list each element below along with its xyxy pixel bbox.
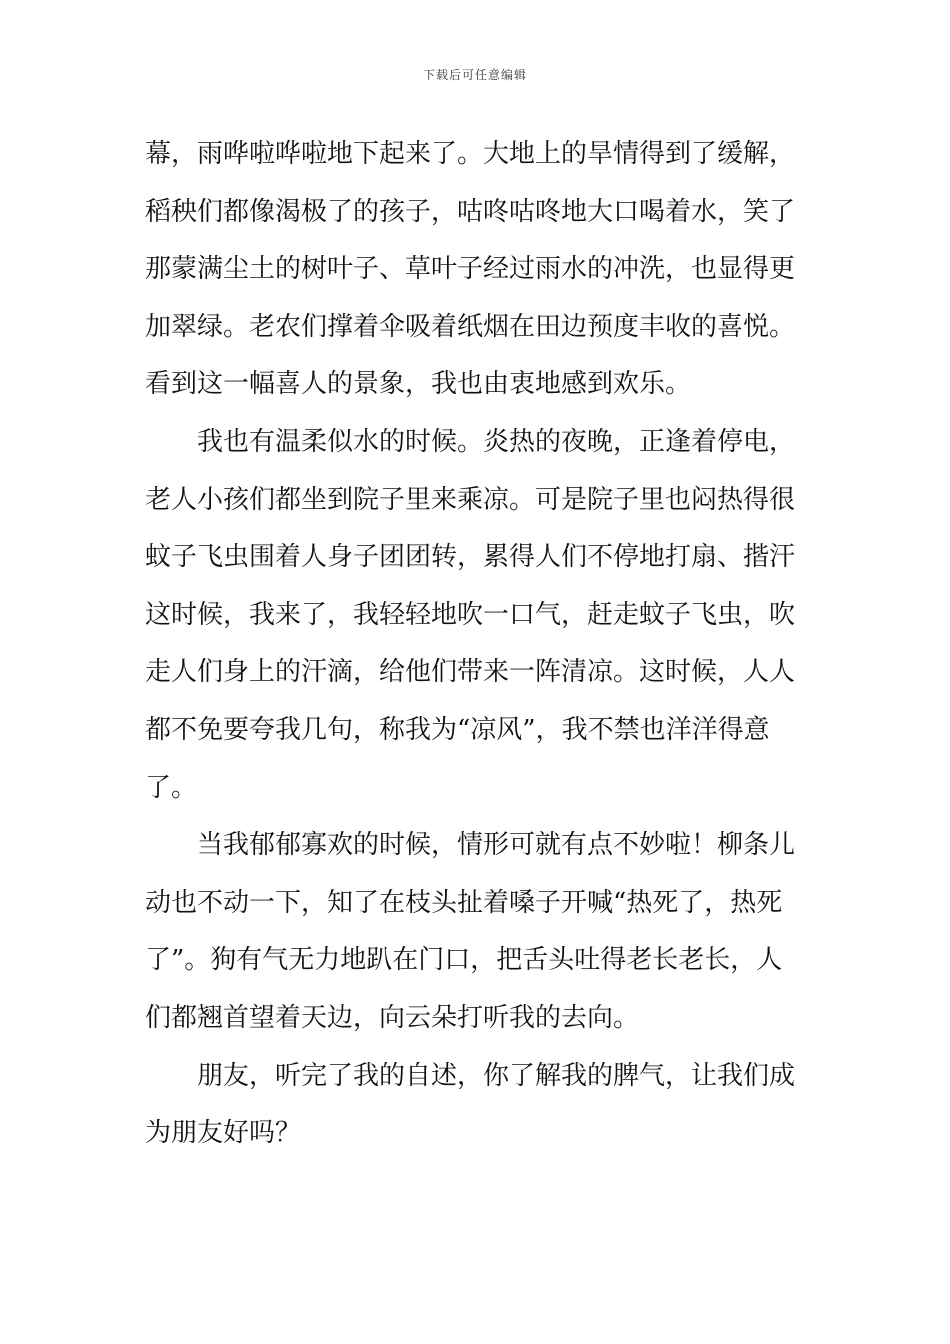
document-body bbox=[145, 126, 810, 1163]
paragraph-start-line: 朋友，听完了我的自述，你了解我的脾气，让我们成 bbox=[197, 1060, 796, 1091]
paragraph-start-line: 当我郁郁寡欢的时候，情形可就有点不妙啦！柳条儿 bbox=[197, 830, 796, 861]
text-line: 加翠绿。老农们撑着伞吸着纸烟在田边预度丰收的喜悦。 bbox=[145, 311, 796, 342]
text-line: 了。 bbox=[145, 772, 198, 803]
text-line: 稻秧们都像渴极了的孩子，咕咚咕咚地大口喝着水，笑了 bbox=[145, 196, 796, 227]
text-line: 们都翘首望着天边，向云朵打听我的去向。 bbox=[145, 1002, 640, 1033]
text-line: 都不免要夸我几句，称我为“凉风”，我不禁也洋洋得意 bbox=[145, 714, 770, 745]
paragraph-start-line: 我也有温柔似水的时候。炎热的夜晚，正逢着停电， bbox=[197, 426, 796, 457]
text-line: 为朋友好吗？ bbox=[145, 1118, 302, 1149]
page-header: 下载后可任意编辑 bbox=[422, 68, 527, 82]
text-line: 走人们身上的汗滴，给他们带来一阵清凉。这时候，人人 bbox=[145, 657, 796, 688]
text-line: 幕，雨哗啦哗啦地下起来了。大地上的旱情得到了缓解， bbox=[145, 139, 796, 169]
text-line: 蚊子飞虫围着人身子团团转，累得人们不停地打扇、揩汗 bbox=[145, 542, 796, 573]
text-line: 那蒙满尘土的树叶子、草叶子经过雨水的冲洗，也显得更 bbox=[145, 254, 796, 285]
text-line: 这时候，我来了，我轻轻地吹一口气，赶走蚊子飞虫，吹 bbox=[145, 599, 796, 630]
text-line: 动也不动一下，知了在枝头扯着嗓子开喊“热死了，热死 bbox=[145, 887, 783, 918]
text-line: 老人小孩们都坐到院子里来乘凉。可是院子里也闷热得很 bbox=[145, 484, 796, 515]
text-line: 了”。狗有气无力地趴在门口，把舌头吐得老长老长，人 bbox=[145, 945, 783, 976]
text-line: 看到这一幅喜人的景象，我也由衷地感到欢乐。 bbox=[145, 369, 692, 400]
